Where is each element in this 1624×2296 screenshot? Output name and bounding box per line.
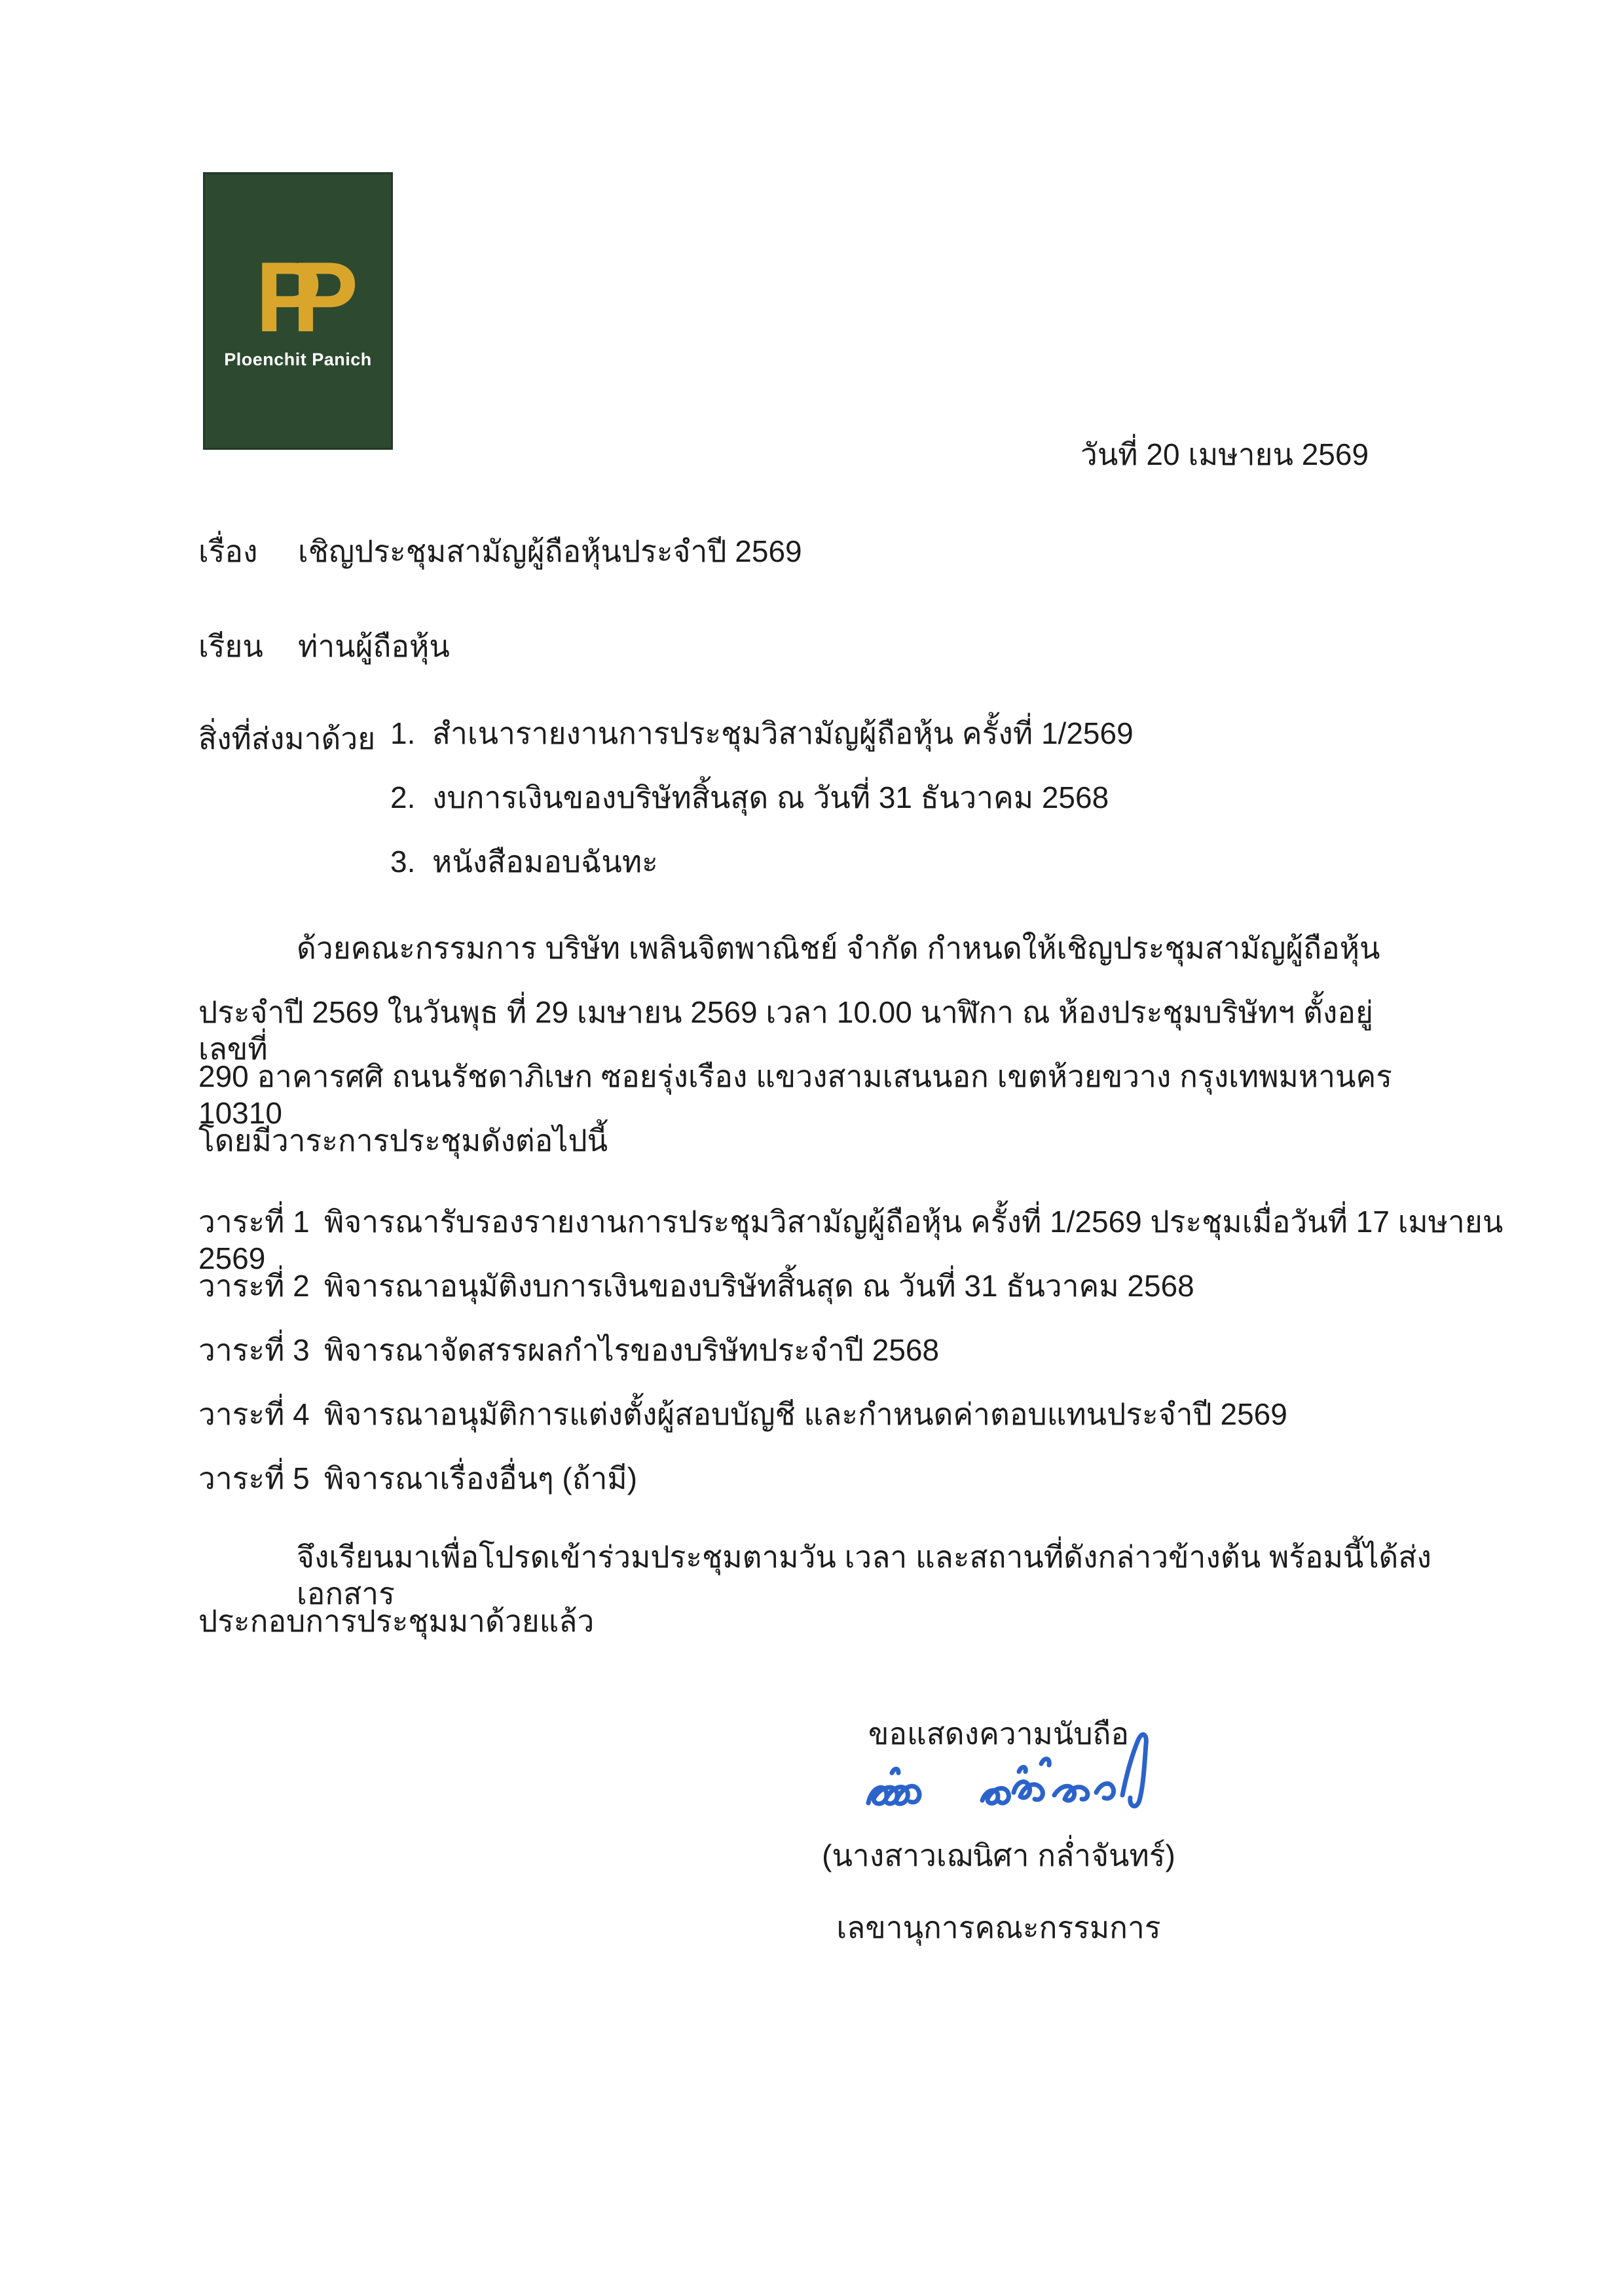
agenda-item bbox=[198, 1396, 1508, 1460]
attachment-item bbox=[390, 779, 1134, 843]
signer-title: เลขานุการคณะกรรมการ bbox=[836, 1910, 1161, 1944]
subject-value: เชิญประชุมสามัญผู้ถือหุ้นประจำปี 2569 bbox=[298, 534, 802, 568]
agenda-item-text: พิจารณาอนุมัติการแต่งตั้งผู้สอบบัญชี และกำหนดค่าตอบแทนประจำปี 2569 bbox=[324, 1397, 1287, 1431]
attachments-label: สิ่งที่ส่งมาด้วย bbox=[198, 721, 376, 756]
agenda-item-label: วาระที่ 3 bbox=[198, 1333, 310, 1367]
logo-monogram bbox=[205, 242, 391, 353]
attachment-text: หนังสือมอบฉันทะ bbox=[432, 845, 658, 879]
logo-letter-p1: P bbox=[255, 242, 292, 353]
agenda-list bbox=[198, 1203, 1508, 1524]
attachment-item bbox=[390, 843, 1134, 907]
logo-company-name: Ploenchit Panich bbox=[224, 350, 372, 369]
agenda-item-label: วาระที่ 4 bbox=[198, 1397, 310, 1431]
agenda-item bbox=[198, 1267, 1508, 1332]
agenda-item-text: พิจารณาจัดสรรผลกำไรของบริษัทประจำปี 2568 bbox=[324, 1333, 940, 1367]
body-line: 290 อาคารศศิ ถนนรัชดาภิเษก ซอยรุ่งเรือง แขวงสามเสนนอก เขตห้วยขวาง กรุงเทพมหานคร 10310 bbox=[198, 1059, 1392, 1130]
logo-letter-p2: P bbox=[291, 242, 329, 353]
attachments-list bbox=[390, 715, 1134, 907]
salutation-value: ท่านผู้ถือหุ้น bbox=[298, 629, 450, 663]
signer-name: (นางสาวเฌนิศา กล่ำจันทร์) bbox=[822, 1838, 1175, 1872]
agenda-item bbox=[198, 1460, 1508, 1524]
respect-line: ขอแสดงความนับถือ bbox=[868, 1717, 1129, 1751]
body-line: โดยมีวาระการประชุมดังต่อไปนี้ bbox=[198, 1123, 608, 1157]
body-line: ด้วยคณะกรรมการ บริษัท เพลินจิตพาณิชย์ จำกัด กำหนดให้เชิญประชุมสามัญผู้ถือหุ้น bbox=[297, 931, 1380, 965]
attachment-number: 1. bbox=[390, 716, 416, 750]
agenda-item bbox=[198, 1332, 1508, 1396]
closing-paragraph bbox=[198, 1539, 1443, 1667]
agenda-item-label: วาระที่ 2 bbox=[198, 1269, 310, 1303]
agenda-item-text: พิจารณารับรองรายงานการประชุมวิสามัญผู้ถือหุ้น ครั้งที่ 1/2569 ประชุมเมื่อวันที่ 17 เมษายน 2569 bbox=[198, 1205, 1504, 1275]
attachment-number: 2. bbox=[390, 780, 416, 814]
agenda-item-text: พิจารณาเรื่องอื่นๆ (ถ้ามี) bbox=[324, 1461, 638, 1495]
attachment-item bbox=[390, 715, 1134, 779]
attachment-text: งบการเงินของบริษัทสิ้นสุด ณ วันที่ 31 ธันวาคม 2568 bbox=[432, 780, 1109, 814]
body-line: ประจำปี 2569 ในวันพุธ ที่ 29 เมษายน 2569 เวลา 10.00 นาฬิกา ณ ห้องประชุมบริษัทฯ ตั้งอยู่เลขที่ bbox=[198, 995, 1373, 1066]
agenda-item bbox=[198, 1203, 1508, 1275]
salutation-label: เรียน bbox=[198, 629, 263, 663]
agenda-item-label: วาระที่ 1 bbox=[198, 1205, 310, 1239]
closing-line: ประกอบการประชุมมาด้วยแล้ว bbox=[198, 1604, 595, 1638]
signature-image bbox=[858, 1730, 1172, 1831]
closing-line: จึงเรียนมาเพื่อโปรดเข้าร่วมประชุมตามวัน เวลา และสถานที่ดังกล่าวข้างต้น พร้อมนี้ได้ส่งเอกสาร bbox=[297, 1540, 1431, 1611]
date-line: วันที่ 20 เมษายน 2569 bbox=[1080, 437, 1369, 471]
agenda-item-text: พิจารณาอนุมัติงบการเงินของบริษัทสิ้นสุด ณ วันที่ 31 ธันวาคม 2568 bbox=[324, 1269, 1194, 1303]
attachment-text: สำเนารายงานการประชุมวิสามัญผู้ถือหุ้น ครั้งที่ 1/2569 bbox=[432, 716, 1134, 750]
attachment-number: 3. bbox=[390, 845, 416, 879]
body-paragraph bbox=[198, 930, 1416, 1186]
subject-label: เรื่อง bbox=[198, 534, 258, 568]
agenda-item-label: วาระที่ 5 bbox=[198, 1461, 310, 1495]
company-logo bbox=[203, 172, 393, 450]
